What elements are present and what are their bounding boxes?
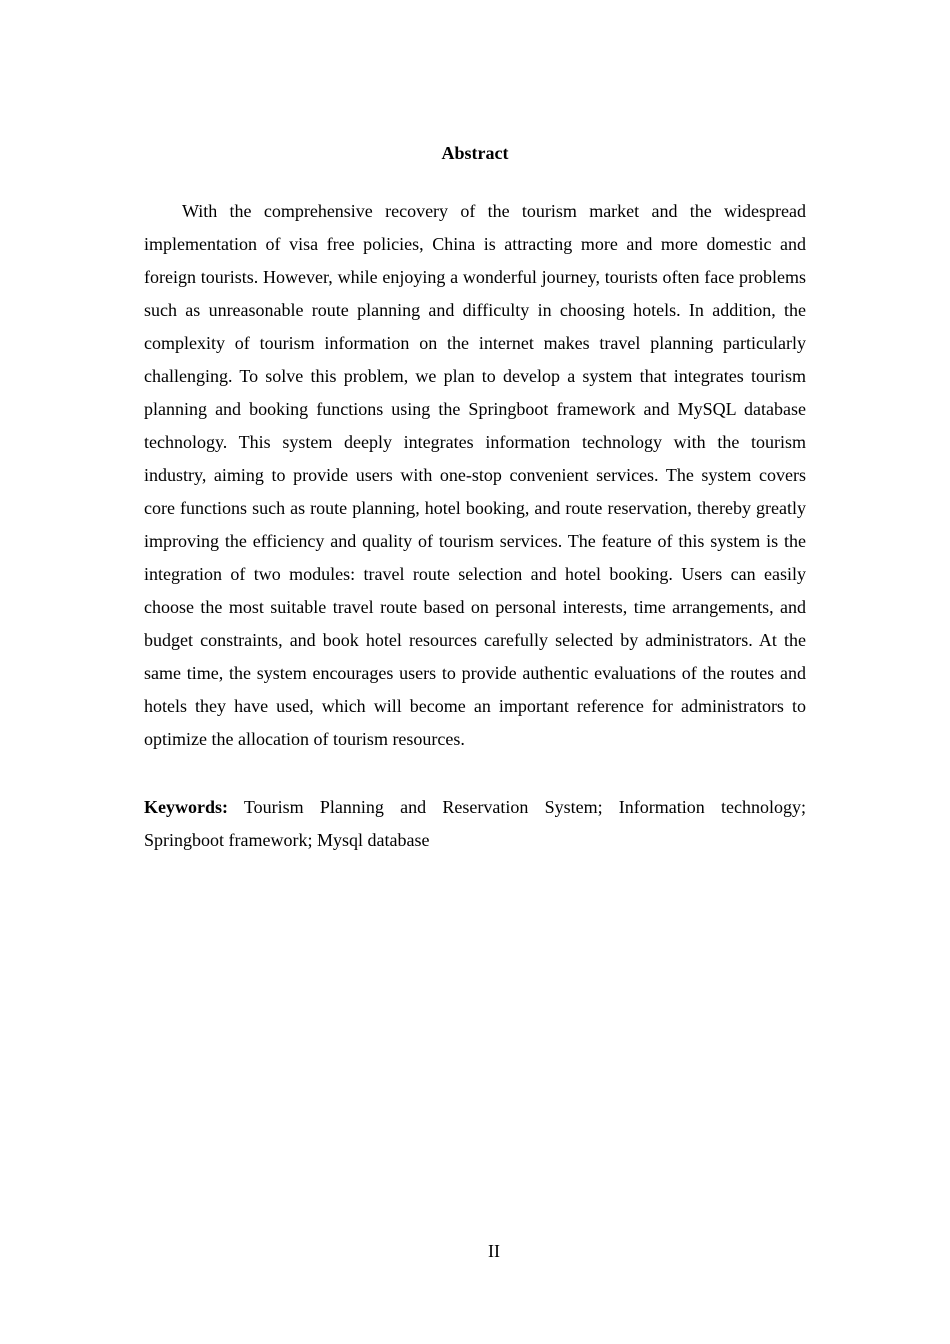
page-number: II <box>488 1241 500 1261</box>
keywords-text: Tourism Planning and Reservation System; Information technology; Springboot framework; Mysql database <box>144 797 806 850</box>
keywords-paragraph <box>144 791 806 857</box>
abstract-title: Abstract <box>441 143 509 163</box>
abstract-body: With the comprehensive recovery of the tourism market and the widespread implementation of visa free policies, China is attracting more and more domestic and foreign tourists. However, while enjoying a wonderful journey, tourists often face problems such as unreasonable route planning and difficulty in choosing hotels. In addition, the complexity of tourism information on the internet makes travel planning particularly challenging. To solve this problem, we plan to develop a system that integrates tourism planning and booking functions using the Springboot framework and MySQL database technology. This system deeply integrates information technology with the tourism industry, aiming to provide users with one-stop convenient services. The system covers core functions such as route planning, hotel booking, and route reservation, thereby greatly improving the efficiency and quality of tourism services. The feature of this system is the integration of two modules: travel route selection and hotel booking. Users can easily choose the most suitable travel route based on personal interests, time arrangements, and budget constraints, and book hotel resources carefully selected by administrators. At the same time, the system encourages users to provide authentic evaluations of the routes and hotels they have used, which will become an important reference for administrators to optimize the allocation of tourism resources. <box>144 201 806 749</box>
keywords-label: Keywords: <box>144 797 228 817</box>
